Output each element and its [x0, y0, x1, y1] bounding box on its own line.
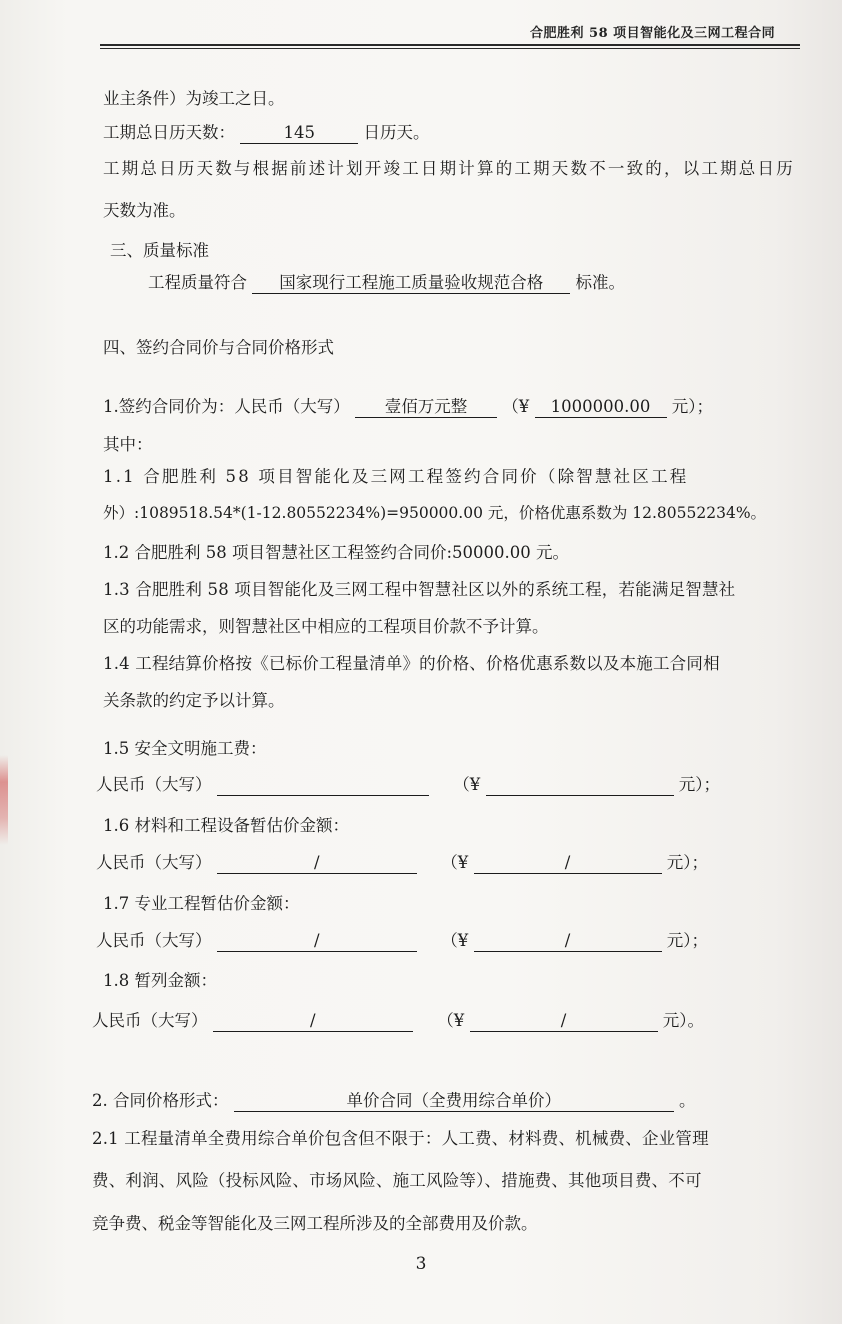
yen-open: （¥ [453, 775, 481, 794]
yen-open: （¥ [441, 931, 469, 950]
amount-words-slash: / [217, 853, 417, 874]
duration-unit: 日历天。 [363, 123, 430, 142]
text-line: 外）:1089518.54*(1-12.80552234%)=950000.00 元，价格优惠系数为 12.80552234%。 [103, 504, 767, 522]
amount-words-slash: / [213, 1011, 413, 1032]
rmb-label: 人民币（大写） [96, 775, 212, 794]
yuan-close: 元）； [671, 397, 713, 416]
yen-open: （¥ [441, 853, 469, 872]
item-heading: 1.8 暂列金额： [103, 971, 217, 990]
duration-line [103, 122, 430, 144]
price-form-line [92, 1090, 696, 1112]
amount-number-blank [486, 795, 674, 796]
item-heading: 1.5 安全文明施工费： [103, 739, 267, 758]
text-line: 天数为准。 [103, 201, 186, 220]
price-form-label: 2. 合同价格形式： [92, 1091, 229, 1110]
yuan-close: 元）； [678, 775, 720, 794]
header-rule [100, 44, 800, 46]
text-line: 1.2 合肥胜利 58 项目智慧社区工程签约合同价:50000.00 元。 [103, 543, 570, 562]
rmb-label: 人民币（大写） [92, 1011, 208, 1030]
text-line: 2.1 工程量清单全费用综合单价包含但不限于：人工费、材料费、机械费、企业管理 [92, 1129, 709, 1148]
quality-label: 工程质量符合 [148, 273, 247, 292]
text-line: 工期总日历天数与根据前述计划开竣工日期计算的工期天数不一致的，以工期总日历 [103, 159, 795, 178]
amount-words-blank [217, 795, 429, 796]
item-heading: 1.6 材料和工程设备暂估价金额： [103, 816, 349, 835]
yuan-close: 元）； [666, 853, 708, 872]
quality-value: 国家现行工程施工质量验收规范合格 [252, 273, 570, 294]
contract-price-label: 1.签约合同价为：人民币（大写） [103, 397, 350, 416]
text-line: 1.1 合肥胜利 58 项目智能化及三网工程签约合同价（除智慧社区工程 [103, 467, 689, 486]
text-line: 1.4 工程结算价格按《已标价工程量清单》的价格、价格优惠系数以及本施工合同相 [103, 654, 720, 673]
amount-line-specialty [96, 930, 708, 952]
text-line: 其中： [103, 435, 153, 454]
yen-open: （¥ [437, 1011, 465, 1030]
price-form-value: 单价合同（全费用综合单价） [234, 1091, 674, 1112]
quality-line [148, 272, 625, 294]
page-number: 3 [415, 1254, 427, 1274]
duration-value: 145 [240, 123, 358, 144]
rmb-label: 人民币（大写） [96, 853, 212, 872]
running-header: 合肥胜利 58 项目智能化及三网工程合同 [530, 26, 776, 41]
yen-open: （¥ [502, 397, 530, 416]
text-line: 费、利润、风险（投标风险、市场风险、施工风险等）、措施费、其他项目费、不可 [92, 1171, 702, 1190]
yuan-close: 元）。 [662, 1011, 704, 1030]
red-stamp-edge [0, 755, 8, 845]
price-form-suffix: 。 [679, 1091, 696, 1110]
duration-label: 工期总日历天数： [103, 123, 235, 142]
amount-number-slash: / [470, 1011, 658, 1032]
text-line: 关条款的约定予以计算。 [103, 691, 285, 710]
contract-price-number: 1000000.00 [535, 397, 667, 418]
text-line: 业主条件）为竣工之日。 [103, 89, 285, 108]
section-heading: 四、签约合同价与合同价格形式 [103, 338, 334, 357]
amount-line-materials [96, 852, 708, 874]
rmb-label: 人民币（大写） [96, 931, 212, 950]
header-rule-thin [100, 48, 800, 49]
section-heading: 三、质量标准 [110, 241, 209, 260]
text-line: 区的功能需求，则智慧社区中相应的工程项目价款不予计算。 [103, 617, 549, 636]
item-heading: 1.7 专业工程暂估价金额： [103, 894, 300, 913]
text-line: 竞争费、税金等智能化及三网工程所涉及的全部费用及价款。 [92, 1214, 538, 1233]
amount-line-provisional [92, 1010, 704, 1032]
amount-number-slash: / [474, 853, 662, 874]
yuan-close: 元）； [666, 931, 708, 950]
text-line: 1.3 合肥胜利 58 项目智能化及三网工程中智慧社区以外的系统工程，若能满足智慧社 [103, 580, 736, 599]
amount-line-safety [96, 774, 720, 796]
contract-price-words: 壹佰万元整 [355, 397, 497, 418]
quality-suffix: 标准。 [575, 273, 625, 292]
amount-number-slash: / [474, 931, 662, 952]
amount-words-slash: / [217, 931, 417, 952]
contract-price-line [103, 396, 713, 418]
